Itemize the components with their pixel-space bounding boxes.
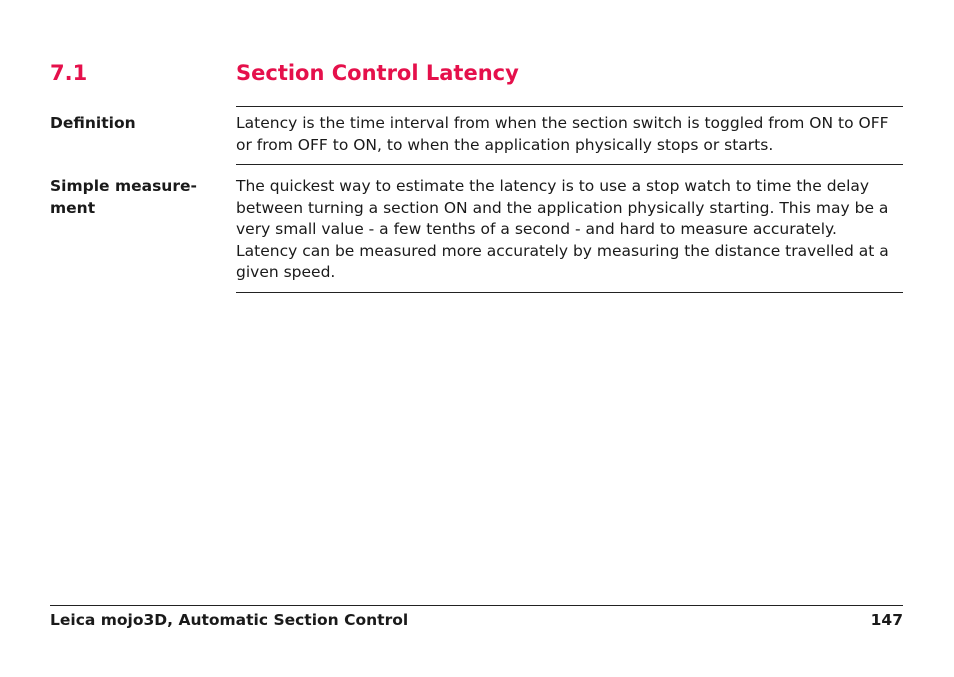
section-title: Section Control Latency <box>236 61 519 85</box>
simple-measurement-label-line1: Simple measure- <box>50 177 197 195</box>
simple-measurement-label <box>50 176 220 219</box>
table-top-rule <box>236 106 903 107</box>
table-bottom-rule <box>236 292 903 293</box>
page-number: 147 <box>870 611 903 629</box>
simple-measurement-text: The quickest way to estimate the latency is to use a stop watch to time the delay between turning a section ON and the application physically starting. This may be a very small value - a few tenths of a second - and hard to measure accurately. Latency can be measured more accurately by measuring the distance travelled at a given speed. <box>236 177 889 281</box>
footer-title: Leica mojo3D, Automatic Section Control <box>50 611 409 629</box>
simple-measurement-label-line2: ment <box>50 198 96 217</box>
table-row-divider <box>236 164 903 165</box>
definition-label: Definition <box>50 114 136 132</box>
section-heading <box>50 59 903 87</box>
definition-text: Latency is the time interval from when the section switch is toggled from ON to OFF or from OFF to ON, to when the application physically stops or starts. <box>236 114 889 154</box>
section-number: 7.1 <box>50 61 88 85</box>
footer-rule <box>50 605 903 606</box>
